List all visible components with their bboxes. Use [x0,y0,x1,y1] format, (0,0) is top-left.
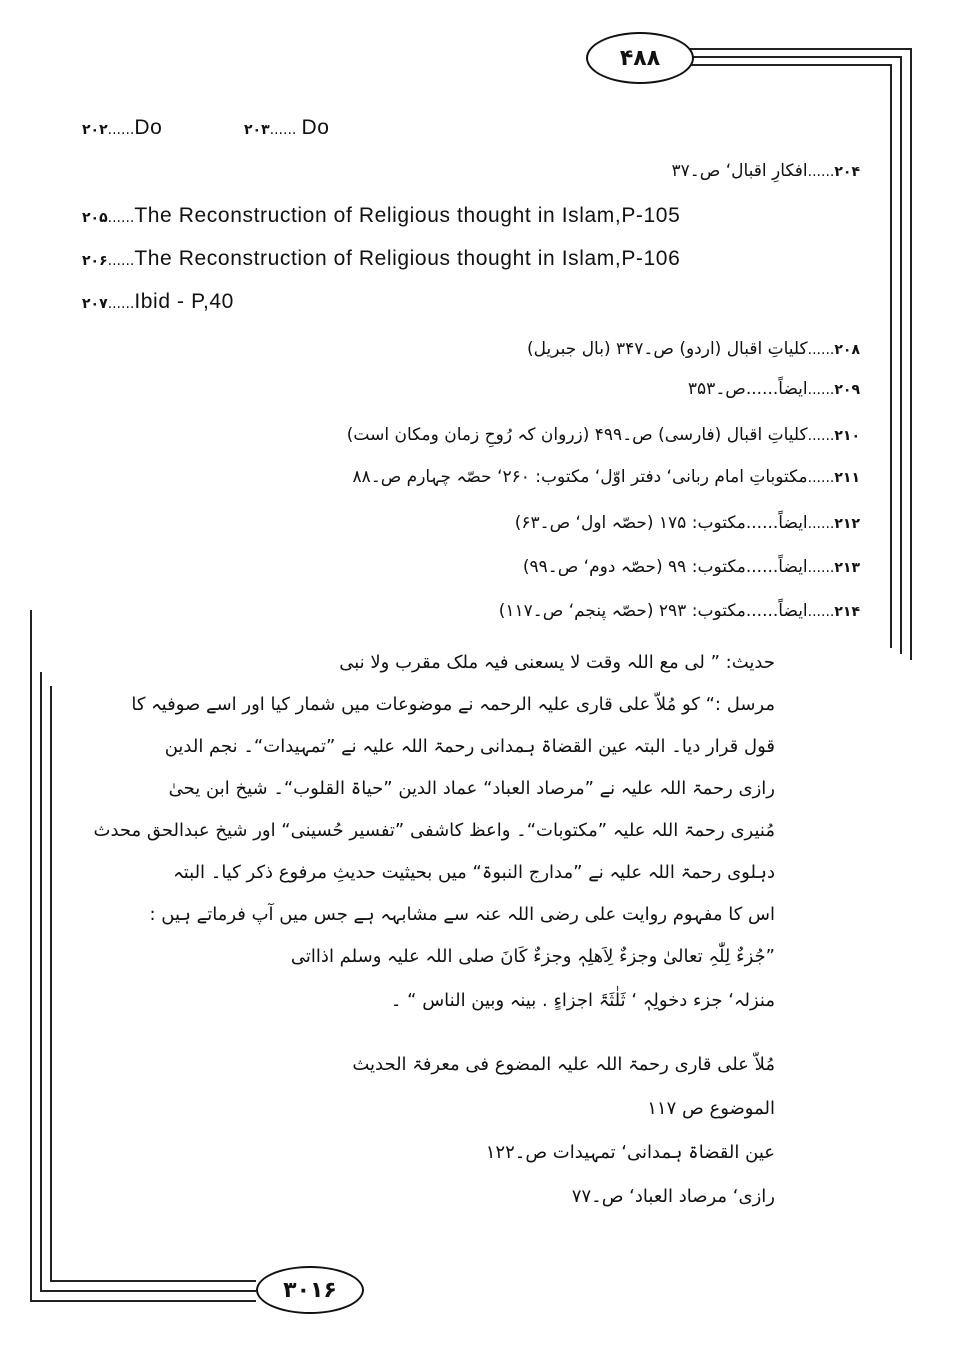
hadith-line: مُنیری رحمۃ اللہ علیہ ”مکتوبات“۔ واعظ کاشفی ”تفسیر حُسینی“ اور شیخ عبدالحق محدث [93,820,775,841]
frame-bottom-line-3 [50,1280,256,1282]
note-206: ۲۰۶......The Reconstruction of Religious thought in Islam,P-106 [82,247,681,270]
frame-bottom-line-1 [30,1300,256,1302]
note-204: ۲۰۴......افکارِ اقبال‘ ص۔۳۷ [671,161,860,181]
hadith-line: منزلہ‘ جزء دخولِہٖ ‘ ثَلٰثَۃَ اجزاءٍ . بینہ وبین الناس “ ۔ [390,990,775,1011]
page-number-top: ۴۸۸ [619,45,661,71]
frame-left-line-3 [50,686,52,1280]
frame-top-line-1 [690,48,912,50]
frame-left-line-2 [40,672,42,1290]
frame-top-line-3 [690,64,892,66]
hadith-line: دہلوی رحمۃ اللہ علیہ نے ”مدارج النبوۃ“ میں بحیثیت حدیثِ مرفوع ذکر کیا۔ البتہ [173,862,775,883]
note-207: ۲۰۷......Ibid - P,40 [82,290,234,313]
hadith-line: رازی رحمۃ اللہ علیہ نے ”مرصاد العباد“ عماد الدین ”حیاۃ القلوب“۔ شیخ ابن یحیٰ [168,778,775,799]
frame-right-line-1 [910,48,912,660]
reference-line: عین القضاۃ ہمدانی‘ تمہیدات ص۔۱۲۲ [485,1142,775,1163]
frame-right-line-2 [900,56,902,654]
note-210: ۲۱۰......کلیاتِ اقبال (فارسی) ص۔۴۹۹ (زروان کہ رُوحِ زمان ومکان است) [346,425,860,445]
hadith-line: ”جُزءٌ لِلّٰہِ تعالیٰ وجزءٌ لِاَھلِہٖ وجزءٌ کَانَ صلی اللہ علیہ وسلم اذااتی [290,946,775,967]
note-214: ۲۱۴......ایضاً......مکتوب: ۲۹۳ (حصّہ پنجم‘ ص۔۱۱۷) [498,601,860,621]
reference-line: مُلاّ علی قاری رحمۃ اللہ علیہ المضوع فی معرفۃ الحدیث [352,1054,775,1075]
reference-line: الموضوع ص ۱۱۷ [647,1098,775,1119]
note-202: ۲۰۲......Do [82,116,163,139]
note-205: ۲۰۵......The Reconstruction of Religious thought in Islam,P-105 [82,204,681,227]
hadith-line: اس کا مفہوم روایت علی رضی اللہ عنہ سے مشابہہ ہے جس میں آپ فرماتے ہیں : [149,904,775,925]
note-203: ۲۰۳...... Do [244,116,330,139]
note-208: ۲۰۸......کلیاتِ اقبال (اردو) ص۔۳۴۷ (بال جبریل) [527,339,860,359]
page-number-bottom-oval [256,1266,364,1314]
hadith-line: قول قرار دیا۔ البتہ عین القضاۃ ہمدانی رحمۃ اللہ علیہ نے ”تمہیدات“۔ نجم الدین [164,736,775,757]
frame-top-line-2 [690,56,902,58]
page-number-bottom: ۳۰۱۶ [283,1277,337,1303]
frame-left-line-1 [30,610,32,1300]
note-211: ۲۱۱......مکتوباتِ امام ربانی‘ دفتر اوّل‘ مکتوب: ۲۶۰‘ حصّہ چہارم ص۔۸۸ [352,467,860,487]
page-number-top-oval [586,32,694,84]
note-213: ۲۱۳......ایضاً......مکتوب: ۹۹ (حصّہ دوم‘ ص۔۹۹) [522,557,860,577]
note-209: ۲۰۹......ایضاً......ص۔۳۵۳ [687,379,860,399]
note-212: ۲۱۲......ایضاً......مکتوب: ۱۷۵ (حصّہ اول‘ ص۔۶۳) [514,513,860,533]
hadith-line: مرسل :“ کو مُلاّ علی قاری علیہ الرحمہ نے موضوعات میں شمار کیا اور اسے صوفیہ کا [131,694,775,715]
frame-right-line-3 [890,64,892,648]
reference-line: رازی‘ مرصاد العباد‘ ص۔۷۷ [571,1186,775,1207]
hadith-line: حدیث: ” لی مع اللہ وقت لا یسعنی فیہ ملک مقرب ولا نبی [339,652,775,673]
frame-bottom-line-2 [40,1290,256,1292]
